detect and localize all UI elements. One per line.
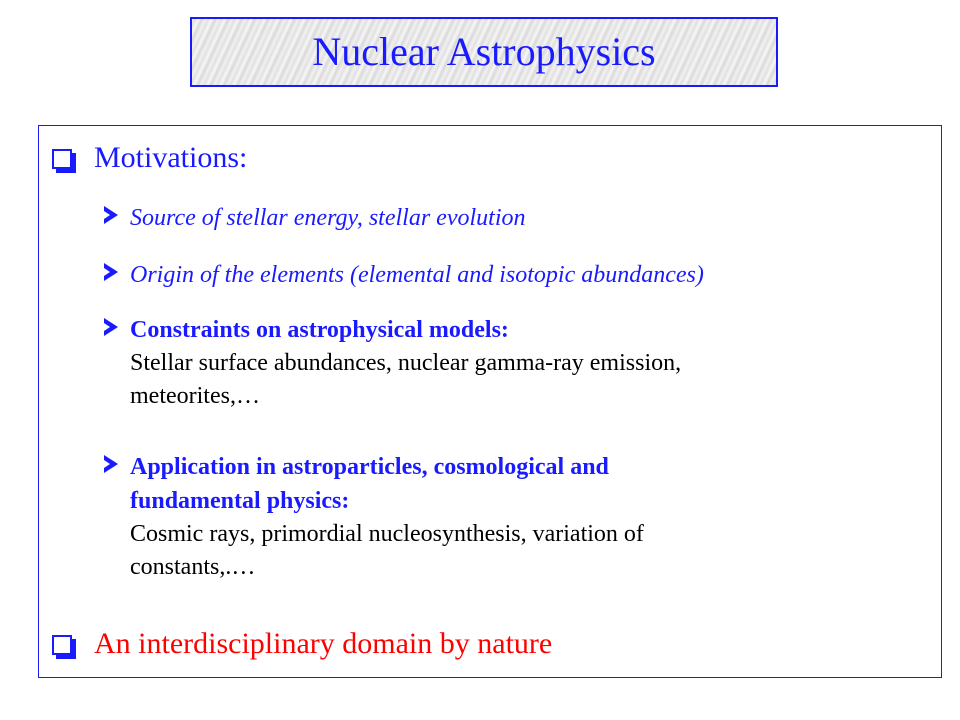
title-banner <box>190 17 778 87</box>
motivation-item-3 <box>104 315 681 413</box>
arrow-bullet-icon <box>104 263 118 281</box>
arrow-bullet-icon <box>104 206 118 224</box>
motivation-item-label: Origin of the elements (elemental and isotopic abundances) <box>130 262 704 288</box>
motivation-item-1 <box>104 203 525 233</box>
conclusion-text: An interdisciplinary domain by nature <box>94 627 553 660</box>
motivation-item-label: Constraints on astrophysical models: <box>130 317 509 343</box>
motivation-item-label: Source of stellar energy, stellar evolution <box>130 205 526 231</box>
motivation-item-desc: Stellar surface abundances, nuclear gamma-ray emission, <box>130 350 682 376</box>
motivation-item-desc: Cosmic rays, primordial nucleosynthesis, variation of <box>130 521 644 547</box>
checkbox-bullet-icon <box>52 635 72 655</box>
checkbox-bullet-icon <box>52 149 72 169</box>
page-title: Nuclear Astrophysics <box>312 29 656 74</box>
motivation-item-2 <box>104 260 704 290</box>
motivation-item-label: Application in astroparticles, cosmological and <box>130 454 609 480</box>
conclusion-row <box>52 629 552 659</box>
motivation-item-label: fundamental physics: <box>130 488 350 514</box>
motivation-item-desc: constants,.… <box>130 554 256 580</box>
motivations-heading: Motivations: <box>94 141 248 174</box>
arrow-bullet-icon <box>104 318 118 336</box>
motivations-heading-row <box>52 143 247 173</box>
arrow-bullet-icon <box>104 455 118 473</box>
motivation-item-4 <box>104 452 644 584</box>
motivation-item-desc: meteorites,… <box>130 383 260 409</box>
